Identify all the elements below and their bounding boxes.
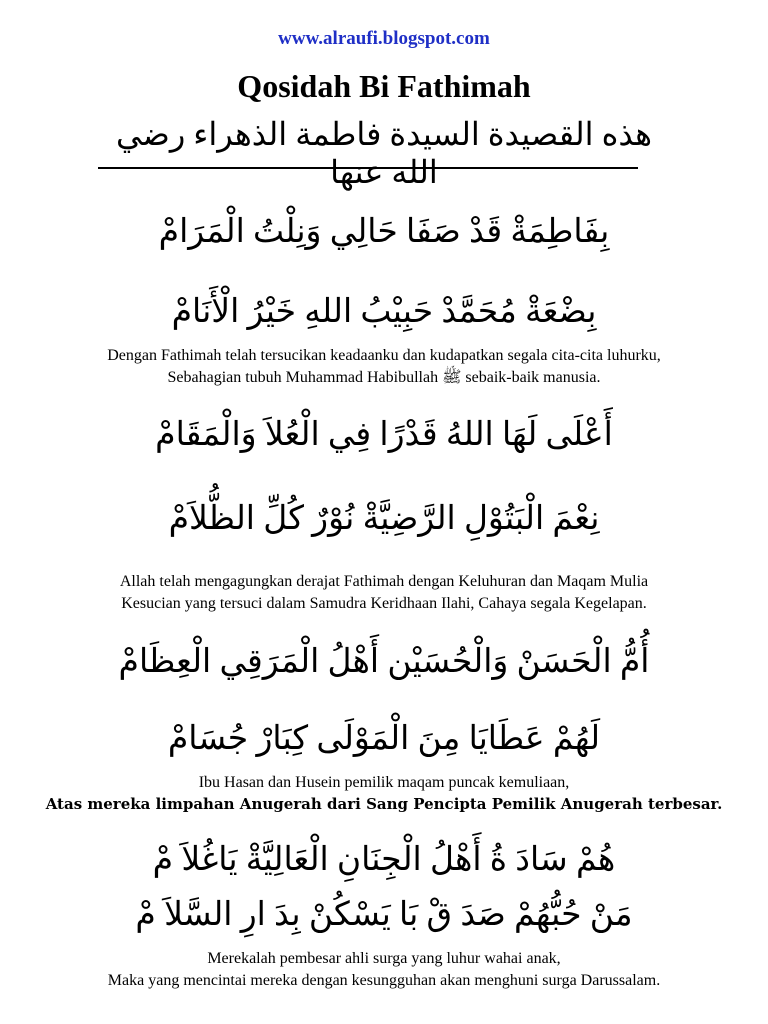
- blog-url[interactable]: www.alraufi.blogspot.com: [278, 28, 490, 49]
- stanza-2-verse-2: نِعْمَ الْبَتُوْلِ الرَّضِيَّةْ نُوْرٌ كُلِّ الظُّلاَمْ: [168, 501, 600, 537]
- stanza-1-verse-1: بِفَاطِمَةْ قَدْ صَفَا حَالِي وَنِلْتُ الْمَرَامْ: [158, 214, 610, 250]
- stanza-4-translation-1: Merekalah pembesar ahli surga yang luhur wahai anak,: [207, 950, 561, 967]
- title-divider: [98, 167, 638, 169]
- stanza-2-verse-1: أَعْلَى لَهَا اللهُ قَدْرًا فِي الْعُلاَ وَالْمَقَامْ: [155, 417, 613, 453]
- stanza-4-translation-2: Maka yang mencintai mereka dengan kesungguhan akan menghuni surga Darussalam.: [107, 972, 661, 989]
- stanza-4-verse-2: مَنْ حُبُّهُمْ صَدَ قْ بَا يَسْكُنْ بِدَ ارِ السَّلاَ مْ: [135, 897, 633, 933]
- page-title: Qosidah Bi Fathimah: [237, 68, 531, 104]
- stanza-2-translation-1: Allah telah mengagungkan derajat Fathimah dengan Keluhuran dan Maqam Mulia: [119, 573, 649, 590]
- stanza-1-verse-2: بِضْعَةْ مُحَمَّدْ حَبِيْبُ اللهِ خَيْرُ الْأَنَامْ: [171, 294, 597, 330]
- stanza-1-translation-2: Sebahagian tubuh Muhammad Habibullah ﷺ sebaik-baik manusia.: [167, 369, 601, 386]
- stanza-3-verse-2: لَهُمْ عَطَايَا مِنَ الْمَوْلَى كِبَارْ جُسَامْ: [167, 721, 601, 757]
- stanza-3-translation-1: Ibu Hasan dan Husein pemilik maqam puncak kemuliaan,: [198, 774, 570, 791]
- stanza-3-translation-2-text: Atas mereka limpahan Anugerah dari Sang Pencipta Pemilik Anugerah terbesar.: [45, 795, 723, 813]
- stanza-4-verse-1: هُمْ سَادَ ةُ أَهْلُ الْجِنَانِ الْعَالِيَّةْ يَاغُلاَ مْ: [152, 842, 616, 878]
- arabic-subtitle: هذه القصيدة السيدة فاطمة الذهراء رضي الله عنها: [115, 116, 652, 190]
- stanza-3-verse-1: أُمُّ الْحَسَنْ وَالْحُسَيْن أَهْلُ الْمَرَقِي الْعِظَامْ: [118, 644, 650, 680]
- stanza-3-translation-2: [20, 794, 748, 815]
- stanza-1-translation-1: Dengan Fathimah telah tersucikan keadaanku dan kudapatkan segala cita-cita luhurku,: [107, 347, 661, 364]
- stanza-2-translation-2: Kesucian yang tersuci dalam Samudra Keridhaan Ilahi, Cahaya segala Kegelapan.: [121, 595, 647, 612]
